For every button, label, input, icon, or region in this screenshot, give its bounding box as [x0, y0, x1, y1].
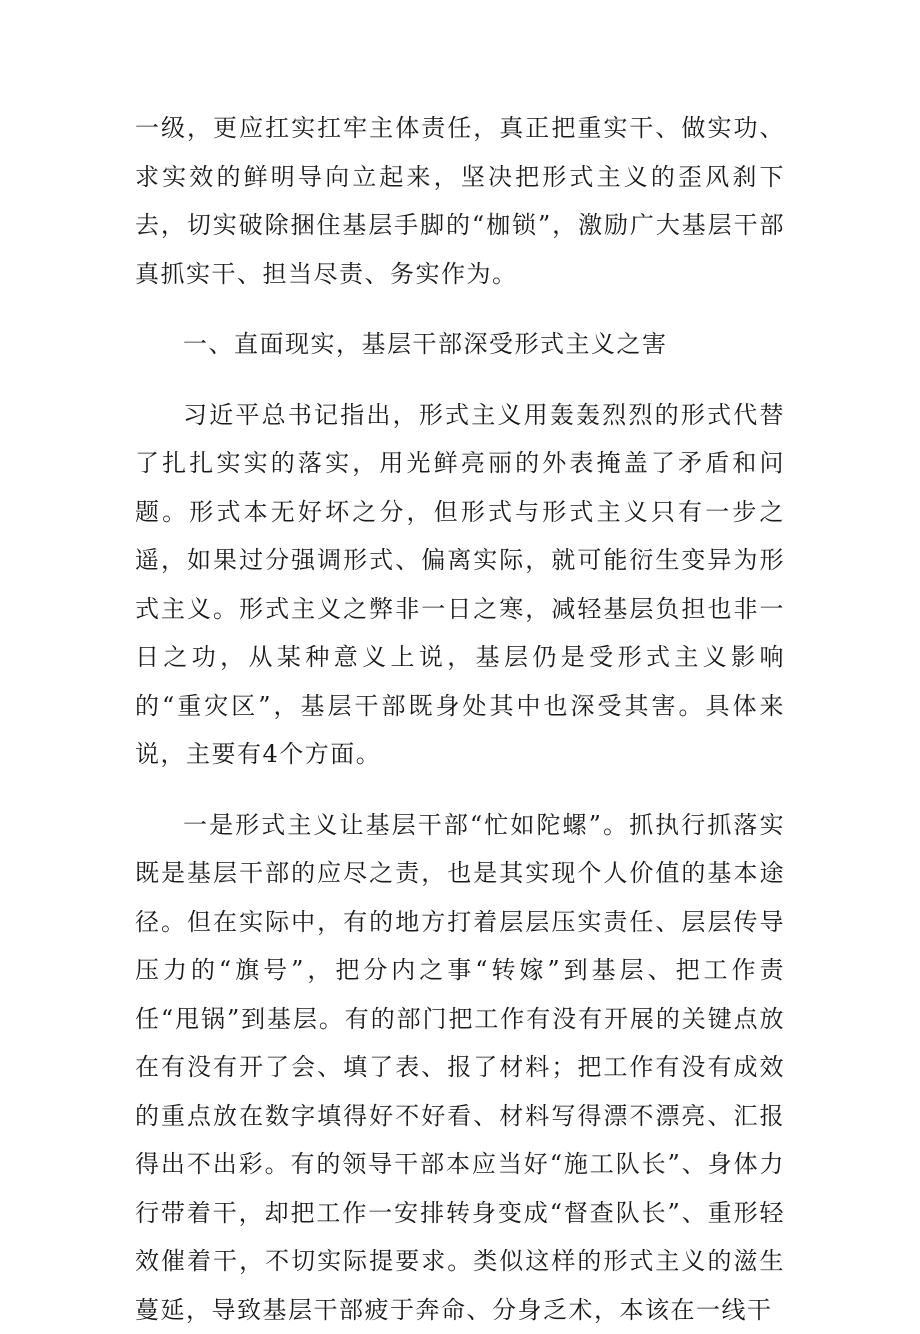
document-body — [135, 104, 785, 1334]
paragraph-continuation: 一级，更应扛实扛牢主体责任，真正把重实干、做实功、求实效的鲜明导向立起来，坚决把形式主义的歪风刹下去，切实破除捆住基层手脚的“枷锁”，激励广大基层干部真抓实干、担当尽责、务实作为。 — [135, 104, 785, 298]
paragraph-quote: 习近平总书记指出，形式主义用轰轰烈烈的形式代替了扎扎实实的落实，用光鲜亮丽的外表掩盖了矛盾和问题。形式本无好坏之分，但形式与形式主义只有一步之遥，如果过分强调形式、偏离实际，就可能衍生变异为形式主义。形式主义之弊非一日之寒，减轻基层负担也非一日之功，从某种意义上说，基层仍是受形式主义影响的“重灾区”，基层干部既身处其中也深受其害。具体来说，主要有4个方面。 — [135, 391, 785, 779]
section-heading: 一、直面现实，基层干部深受形式主义之害 — [135, 320, 785, 369]
paragraph-point-one: 一是形式主义让基层干部“忙如陀螺”。抓执行抓落实既是基层干部的应尽之责，也是其实现个人价值的基本途径。但在实际中，有的地方打着层层压实责任、层层传导压力的“旗号”，把分内之事“转嫁”到基层、把工作责任“甩锅”到基层。有的部门把工作有没有开展的关键点放在有没有开了会、填了表、报了材料；把工作有没有成效的重点放在数字填得好不好看、材料写得漂不漂亮、汇报得出不出彩。有的领导干部本应当好“施工队长”、身体力行带着干，却把工作一安排转身变成“督查队长”、重形轻效催着干，不切实际提要求。类似这样的形式主义的滋生蔓延，导致基层干部疲于奔命、分身乏术，本该在一线干 — [135, 801, 785, 1334]
